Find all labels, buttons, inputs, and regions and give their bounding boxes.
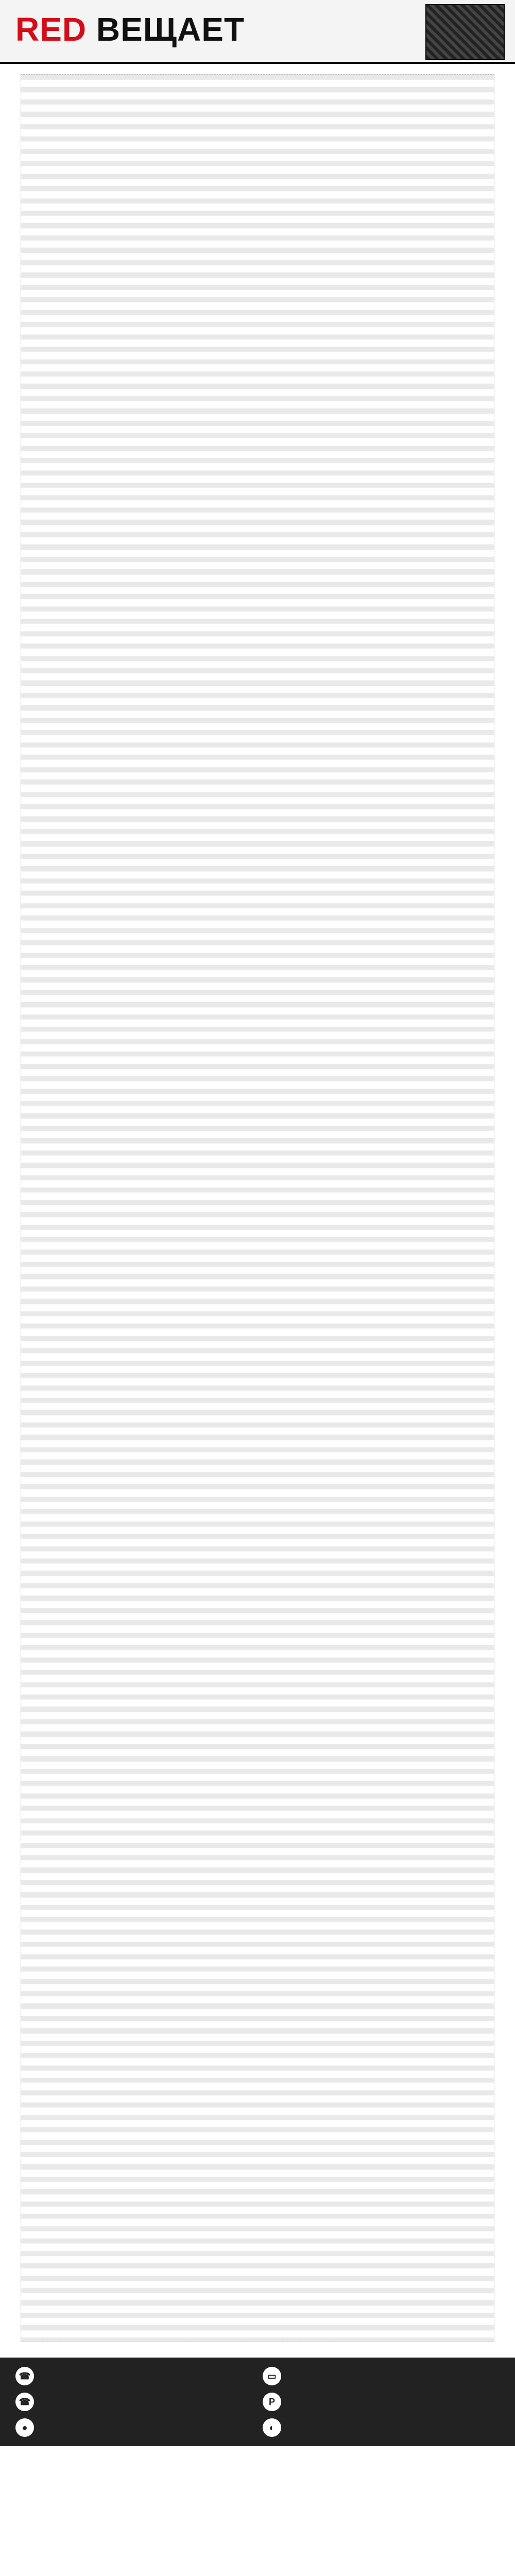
title-red-part: RED [15,11,87,48]
unreadable-text-placeholder [21,74,494,2342]
footer-contact-item [263,2418,500,2437]
footer-contact-item [263,2393,500,2411]
header [0,0,515,64]
paypal-icon: P [263,2393,281,2411]
phone-icon: ☎ [15,2393,34,2411]
discord-icon: ◐ [263,2418,281,2437]
footer-contact-item [15,2393,252,2411]
footer-contacts [0,2358,515,2446]
title-rest-part: ВЕЩАЕТ [87,11,245,48]
footer-contact-item [15,2418,252,2437]
patreon-icon: ● [15,2418,34,2437]
footer-contact-item [263,2367,500,2385]
header-artwork [425,4,505,60]
card-icon: ▭ [263,2367,281,2385]
footer-contact-item [15,2367,252,2385]
page-title [15,10,245,48]
qa-body [0,64,515,2358]
phone-icon: ☎ [15,2367,34,2385]
